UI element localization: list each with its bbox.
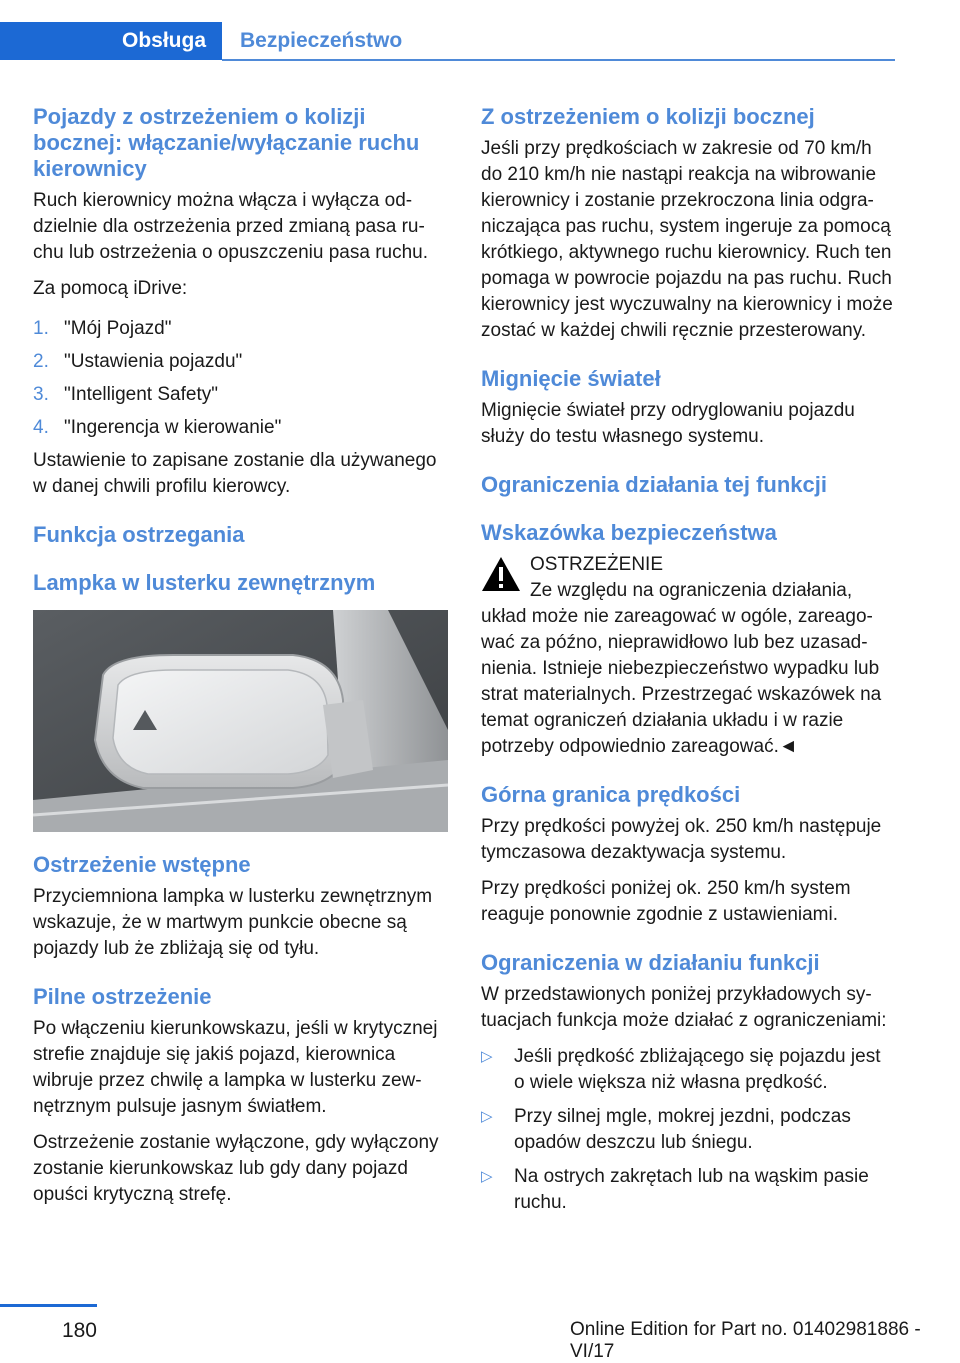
list-item [481, 1164, 896, 1216]
limitation-list [481, 1044, 896, 1216]
right-column [481, 104, 896, 1224]
paragraph-idrive: Za pomocą iDrive: [33, 278, 188, 299]
paragraph-wstepne: Przyciemniona lampka w lusterku zewnętrznym wskazuje, że w martwym punkcie obecne są pojazdy lub że zbliżają się od tyłu. [33, 886, 433, 959]
step-item [33, 411, 448, 444]
heading-funkcja: Funkcja ostrzegania [33, 522, 245, 547]
list-item [481, 1104, 896, 1156]
list-item-text: Jeśli prędkość zbliżającego się pojazdu jest o wiele większa niż własna prędkość. [514, 1046, 881, 1093]
paragraph-gorna-2: Przy prędkości poniżej ok. 250 km/h system reaguje ponownie zgodnie z ustawieniami. [481, 878, 851, 925]
step-item [33, 312, 448, 345]
step-text: "Intelligent Safety" [64, 384, 218, 405]
tab-bezpieczenstwo-label: Bezpieczeństwo [240, 29, 403, 52]
paragraph-off: Ostrzeżenie zostanie wyłączone, gdy wyłączony zostanie kierunkowskaz lub gdy dany pojazd opuści krytyczną strefę. [33, 1132, 439, 1205]
tab-obsluga[interactable] [0, 22, 222, 60]
list-item-text: Przy silnej mgle, mokrej jezdni, podczas opadów deszczu lub śniegu. [514, 1106, 851, 1153]
edition-note: Online Edition for Part no. 01402981886 - VI/17 [570, 1319, 921, 1362]
list-item-text: Na ostrych zakrętach lub na wąskim pasie ruchu. [514, 1166, 869, 1213]
warning-text: układ może nie zareagować w ogóle, zareagować za późno, nieprawidłowo lub bez uzasadnienia. Istnieje niebezpieczeństwo wypadku lub strat materialnych. Przestrzegać wskazówek na temat ograniczeń działania układu i w razie potrzeby odpowiednio zareagować.◄ [481, 606, 882, 757]
step-number: 3. [33, 384, 49, 405]
triangle-bullet-icon: ▷ [481, 1168, 493, 1185]
paragraph-ograniczenia: W przedstawionych poniżej przykładowych sytuacjach funkcja może działać z ograniczeniami: [481, 984, 887, 1031]
idrive-steps [33, 312, 448, 444]
heading-onoff: Pojazdy z ostrzeżeniem o kolizji bocznej: włączanie/wyłączanie ruchu kierownicy [33, 104, 420, 181]
heading-ograniczenia-dzialania: Ograniczenia w działaniu funkcji [481, 950, 820, 975]
step-number: 4. [33, 417, 49, 438]
step-number: 2. [33, 351, 49, 372]
list-item [481, 1044, 896, 1096]
triangle-bullet-icon: ▷ [481, 1048, 493, 1065]
warning-first-line: Ze względu na ograniczenia działania, [530, 580, 853, 601]
heading-wstepne: Ostrzeżenie wstępne [33, 852, 251, 877]
step-item [33, 378, 448, 411]
step-item [33, 345, 448, 378]
warning-title: OSTRZEŻENIE [530, 554, 664, 575]
warning-triangle-icon [481, 556, 521, 592]
step-text: "Ingerencja w kierowanie" [64, 417, 282, 438]
paragraph-gorna-1: Przy prędkości powyżej ok. 250 km/h następuje tymczasowa dezaktywacja systemu. [481, 816, 882, 863]
footer-accent-line [0, 1304, 97, 1307]
heading-mig: Mignięcie świateł [481, 366, 661, 391]
page-number: 180 [61, 1319, 97, 1342]
heading-gorna: Górna granica prędkości [481, 782, 741, 807]
paragraph-onoff: Ruch kierownicy można włącza i wyłącza oddzielnie dla ostrzeżenia przed zmianą pasa ruchu lub ostrzeżenia o opuszczeniu pasa ruchu. [33, 190, 429, 263]
heading-lampka: Lampka w lusterku zewnętrznym [33, 570, 376, 595]
paragraph-saved: Ustawienie to zapisane zostanie dla używanego w danej chwili profilu kierowcy. [33, 450, 437, 497]
heading-pilne: Pilne ostrzeżenie [33, 984, 212, 1009]
mirror-illustration [33, 610, 448, 832]
heading-boczna: Z ostrzeżeniem o kolizji bocznej [481, 104, 815, 129]
step-text: "Ustawienia pojazdu" [64, 351, 243, 372]
heading-ograniczenia: Ograniczenia działania tej funkcji [481, 472, 827, 497]
paragraph-pilne: Po włączeniu kierunkowskazu, jeśli w krytycznej strefie znajduje się jakiś pojazd, kierownica wibruje przez chwilę a lampka w lusterku zewnętrznym pulsuje jasnym światłem. [33, 1018, 438, 1117]
paragraph-mig: Mignięcie świateł przy odryglowaniu pojazdu służy do testu własnego systemu. [481, 400, 855, 447]
step-text: "Mój Pojazd" [64, 318, 172, 339]
tab-obsluga-label: Obsługa [121, 29, 206, 52]
header-bar [0, 22, 895, 60]
warning-block [481, 552, 896, 760]
left-column [33, 104, 448, 1218]
paragraph-boczna: Jeśli przy prędkościach w zakresie od 70 km/h do 210 km/h nie nastąpi reakcja na wibrowanie kierownicy i zostanie przekroczona linia odgraniczająca pas ruchu, system ingeruje za pomocą krótkiego, aktywnego ruchu kierownicy. Ruch ten pomaga w powrocie pojazdu na pas ruchu. Ruch kierownicy jest wyczuwalny na kierownicy i może zostać w każdej chwili ręcznie przesterowany. [481, 138, 893, 341]
triangle-bullet-icon: ▷ [481, 1108, 493, 1125]
header-divider [222, 59, 895, 61]
step-number: 1. [33, 318, 49, 339]
heading-wskazowka: Wskazówka bezpieczeństwa [481, 520, 777, 545]
tab-bezpieczenstwo[interactable] [240, 22, 402, 60]
